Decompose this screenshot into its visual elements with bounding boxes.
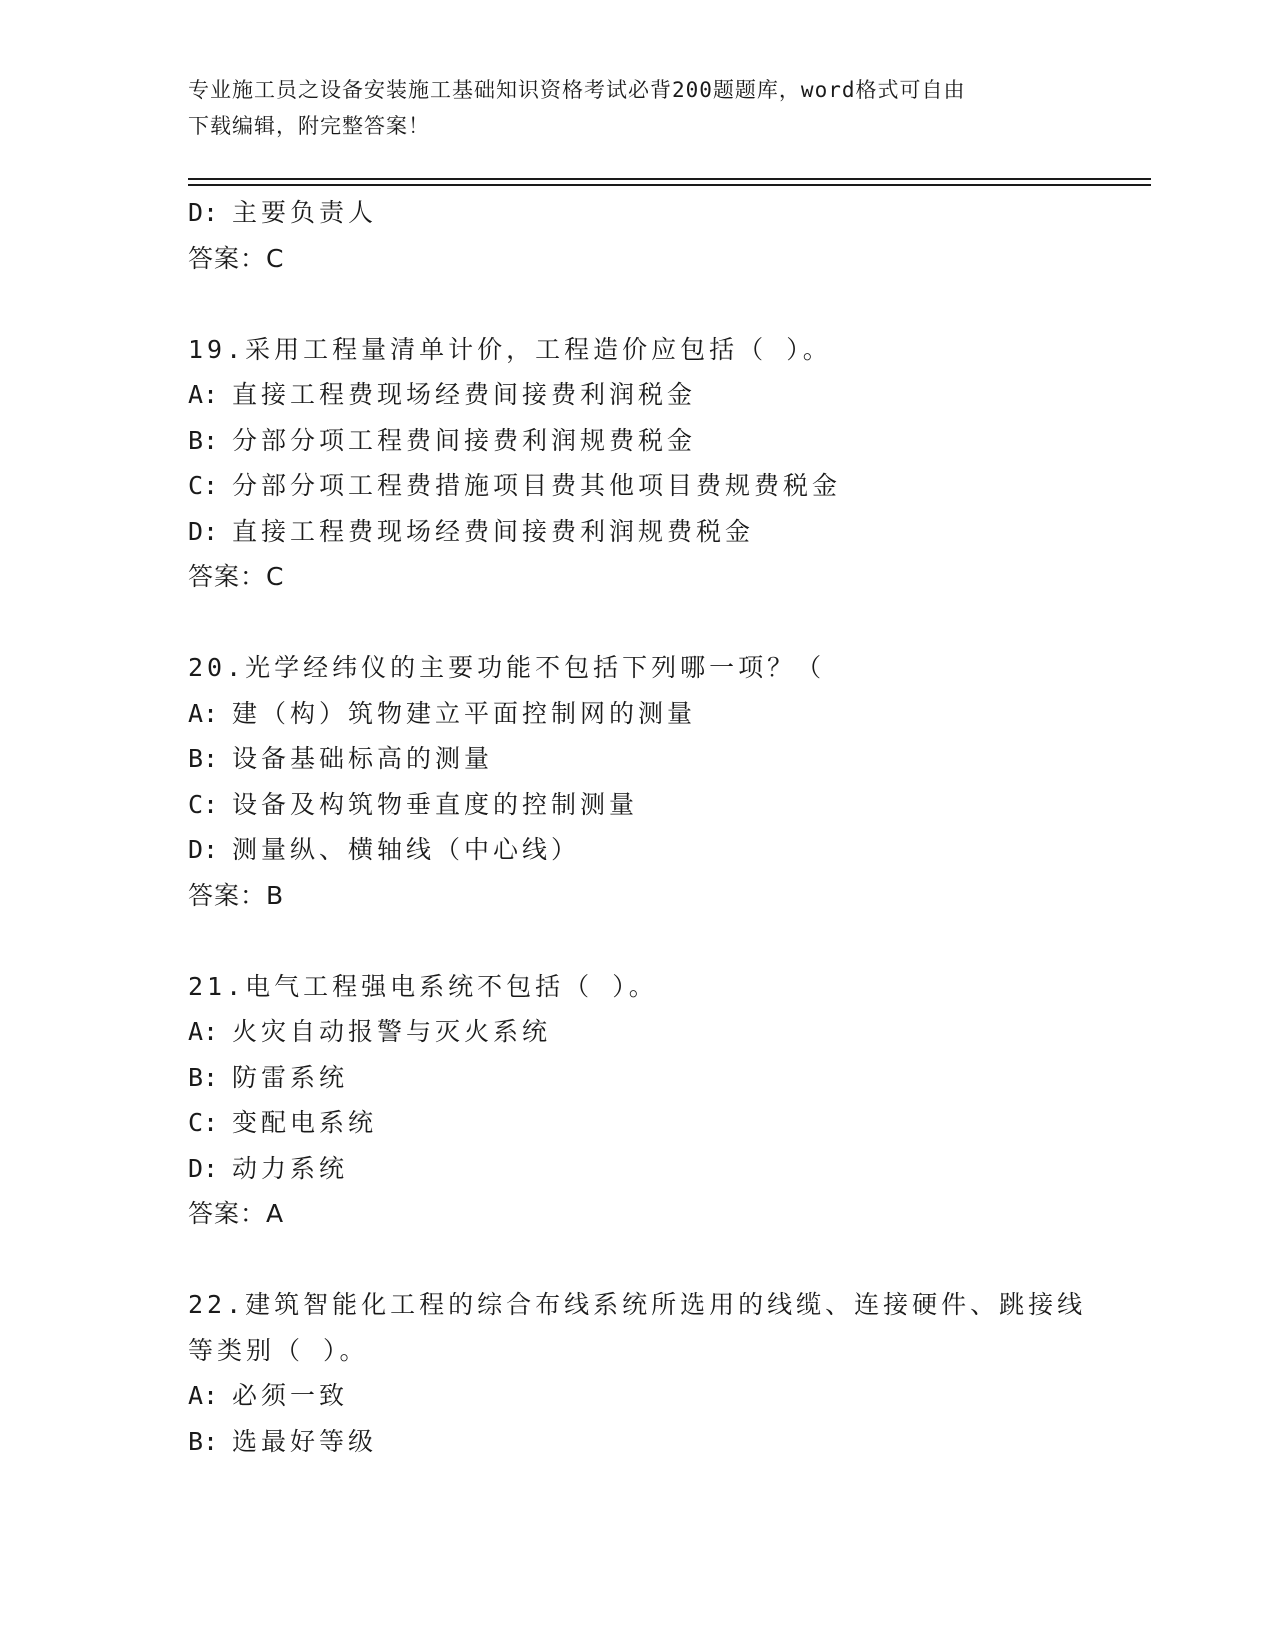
option-text: 选最好等级 — [232, 1426, 378, 1456]
option-c — [188, 463, 1088, 509]
option-text: 直接工程费现场经费间接费利润规费税金 — [232, 516, 755, 546]
option-key: D: — [188, 516, 219, 546]
question-list — [188, 190, 1088, 1464]
option-text: 主要负责人 — [232, 198, 378, 227]
option-key: C: — [188, 471, 219, 500]
question-21 — [188, 964, 1088, 1237]
answer: 答案：B — [188, 880, 285, 910]
option-key: B: — [188, 744, 219, 773]
option-text: 必须一致 — [232, 1381, 349, 1410]
question-stem: 19.采用工程量清单计价，工程造价应包括（ ）。 — [188, 334, 832, 364]
option-text: 设备及构筑物垂直度的控制测量 — [232, 789, 639, 819]
question-stem: 21.电气工程强电系统不包括（ ）。 — [188, 971, 658, 1001]
option-a — [188, 1009, 1088, 1055]
header-rule-top — [188, 178, 1151, 180]
spacer — [188, 281, 1088, 327]
spacer — [188, 1237, 1088, 1283]
option-d — [188, 827, 1088, 873]
option-d — [188, 509, 1088, 555]
answer: 答案：A — [188, 1199, 285, 1228]
prev-option-d — [188, 190, 1088, 236]
option-d — [188, 1146, 1088, 1192]
spacer — [188, 918, 1088, 964]
option-key: C: — [188, 789, 219, 819]
option-key: A: — [188, 1017, 219, 1046]
header-rule-bottom — [188, 184, 1151, 186]
option-text: 直接工程费现场经费间接费利润税金 — [232, 380, 697, 409]
option-key: B: — [188, 425, 219, 455]
option-b — [188, 1419, 1088, 1465]
question-stem-line-1: 22.建筑智能化工程的综合布线系统所选用的线缆、连接硬件、跳接线 — [188, 1290, 1087, 1319]
question-22 — [188, 1282, 1088, 1464]
question-stem-line-2: 等类别（ ）。 — [188, 1335, 369, 1365]
header-line-1: 专业施工员之设备安装施工基础知识资格考试必背200题题库，word格式可自由 — [188, 78, 966, 102]
option-key: A: — [188, 380, 219, 409]
document-header — [188, 72, 1088, 144]
option-key: D: — [188, 835, 219, 864]
option-text: 分部分项工程费间接费利润规费税金 — [232, 425, 697, 455]
option-b — [188, 418, 1088, 464]
option-a — [188, 1373, 1088, 1419]
option-text: 建（构）筑物建立平面控制网的测量 — [232, 698, 697, 728]
option-c — [188, 782, 1088, 828]
option-key: A: — [188, 1381, 219, 1410]
answer: 答案：C — [188, 562, 285, 591]
option-text: 防雷系统 — [232, 1062, 349, 1092]
question-19 — [188, 327, 1088, 600]
option-text: 设备基础标高的测量 — [232, 744, 494, 773]
option-text: 测量纵、横轴线（中心线） — [232, 835, 581, 864]
option-key: B: — [188, 1062, 219, 1092]
option-key: A: — [188, 698, 219, 728]
spacer — [188, 600, 1088, 646]
option-text: 变配电系统 — [232, 1108, 378, 1137]
option-key: B: — [188, 1426, 219, 1456]
option-b — [188, 1055, 1088, 1101]
question-stem: 20.光学经纬仪的主要功能不包括下列哪一项？（ — [188, 653, 826, 682]
option-text: 分部分项工程费措施项目费其他项目费规费税金 — [232, 471, 842, 500]
option-text: 动力系统 — [232, 1153, 349, 1183]
header-line-2: 下载编辑，附完整答案！ — [188, 114, 430, 138]
option-b — [188, 736, 1088, 782]
option-key: D: — [188, 1153, 219, 1183]
question-20 — [188, 645, 1088, 918]
option-a — [188, 372, 1088, 418]
prev-answer: 答案：C — [188, 243, 285, 273]
option-a — [188, 691, 1088, 737]
option-c — [188, 1100, 1088, 1146]
option-key: C: — [188, 1108, 219, 1137]
option-text: 火灾自动报警与灭火系统 — [232, 1017, 552, 1046]
option-key: D: — [188, 198, 219, 227]
